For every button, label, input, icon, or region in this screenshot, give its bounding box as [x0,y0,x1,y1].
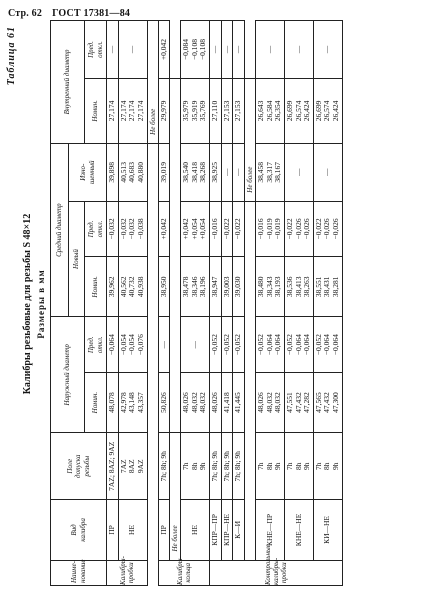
cell-type: КИ—НЕ [313,500,342,560]
note-no-more-2: Не более [244,78,255,201]
cell-id-dev: — [313,21,342,79]
cell-od-nom: 48,026 48,032 48,032 [181,373,210,433]
cell-md-worn: 38,925 [210,143,222,201]
cell-id-dev: −0,084 −0,108 −0,108 [181,21,210,79]
cell-od-dev: −0,064 [107,317,119,373]
cell-md-dev: +0,042 [158,201,170,257]
col-middle-diameter: Средний диаметр [51,143,69,317]
cell-md-nom: 38,480 38,343 38,193 [256,257,285,317]
cell-id-nom: 27,153 [221,78,233,143]
cell-field: 7h; 8h; 9h [221,433,233,500]
cell-od-nom: 48,026 [210,373,222,433]
col-inner-diameter: Внутренний диаметр [51,21,85,144]
cell-md-dev: −0,016 −0,019 −0,019 [256,201,285,257]
cell-md-nom: 39,003 [221,257,233,317]
cell-md-nom: 38,478 38,346 38,196 [181,257,210,317]
col-outer-diameter: Наружный диаметр [51,317,85,433]
cell-md-nom: 38,947 [210,257,222,317]
group-ring-gauges: Калибры- кольца [158,560,210,585]
cell-id-nom: 26,643 26,584 26,354 [256,78,285,143]
note-no-more: Не более [147,21,158,144]
cell-type: КПР—НЕ [221,500,233,560]
col-tolerance-field: Поле допуска резьбы [51,433,107,500]
cell-od-dev: −0,054 −0,054 −0,076 [118,317,147,373]
cell-id-dev: — [118,21,147,79]
cell-md-worn: 39,898 [107,143,119,201]
col-gauge-type: Вид калибра [51,500,107,560]
cell-id-nom: 27,174 27,174 27,174 [118,78,147,143]
cell-type: НЕ [118,500,147,560]
col-md-nom: Номин. [85,257,107,317]
cell-md-nom: 39,962 [107,257,119,317]
cell-md-worn: 39,019 [158,143,170,201]
cell-od-dev: — [181,317,210,373]
cell-od-nom: 41,445 [233,373,245,433]
cell-field: 7h 8h 9h [181,433,210,500]
cell-id-dev: — [107,21,119,79]
cell-md-dev: −0,032 [107,201,119,257]
cell-md-dev: −0,022 −0,026 −0,026 [284,201,313,257]
cell-field: 7h; 8h; 9h [233,433,245,500]
cell-od-dev: −0,052 −0,064 −0,064 [284,317,313,373]
cell-md-nom: 38,950 [158,257,170,317]
col-od-dev: Пред. откл. [85,317,107,373]
cell-md-nom: 40,562 40,732 40,938 [118,257,147,317]
col-id-dev: Пред. откл. [85,21,107,79]
cell-md-nom: 38,536 38,413 38,263 [284,257,313,317]
cell-od-dev: −0,052 −0,064 −0,064 [256,317,285,373]
cell-type: К—И [233,500,245,560]
cell-md-dev: −0,022 [221,201,233,257]
gauge-table [50,20,343,586]
cell-od-nom: 48,078 [107,373,119,433]
col-worn: Изно- шенный [69,143,107,201]
cell-id-dev: — [284,21,313,79]
cell-od-nom: 47,565 47,432 47,300 [313,373,342,433]
cell-id-dev: — [233,21,245,79]
cell-type: ПР [107,500,119,560]
cell-id-nom: 35,979 35,919 35,769 [181,78,210,143]
cell-id-dev: — [210,21,222,79]
cell-od-nom: 41,418 [221,373,233,433]
cell-md-dev: +0,042 +0,054 +0,054 [181,201,210,257]
cell-md-worn: — [221,143,233,201]
table-subtitle: Размеры в мм [36,269,46,339]
cell-field: 7h; 8h; 9h [210,433,222,500]
cell-id-dev: +0,042 [158,21,170,79]
col-id-nom: Номин. [85,78,107,143]
cell-md-worn: — [313,143,342,201]
standard-code: ГОСТ 17381—84 [52,8,131,19]
cell-od-dev: −0,052 −0,064 −0,064 [313,317,342,373]
cell-field: 7h; 8h; 9h [158,433,170,500]
cell-type: КПР—ПР [210,500,222,560]
cell-md-worn: — [233,143,245,201]
cell-md-dev: −0,016 [210,201,222,257]
cell-type: НЕ [181,500,210,560]
cell-field: 7h 8h 9h [256,433,285,500]
cell-id-nom: 27,110 [210,78,222,143]
cell-type: КНЕ—ПР [256,500,285,560]
cell-md-nom: 38,551 38,431 38,281 [313,257,342,317]
cell-field: 7AZ 8AZ 9AZ [118,433,147,500]
cell-od-nom: 47,551 47,432 47,282 [284,373,313,433]
cell-od-dev: — [158,317,170,373]
cell-od-nom: 50,826 [158,373,170,433]
cell-md-dev: −0,022 [233,201,245,257]
group-control-gauges: Контрольные калибры-пробки [210,560,343,585]
cell-id-dev: — [221,21,233,79]
cell-md-nom: 39,030 [233,257,245,317]
table-label: Таблица 61 [6,26,17,86]
cell-md-dev: −0,032 −0,032 −0,038 [118,201,147,257]
cell-type: КНЕ—НЕ [284,500,313,560]
cell-field: 7AZ; 8AZ; 9AZ [107,433,119,500]
group-plug-gauges: Калибры- пробки [107,560,148,585]
cell-od-nom: 48,026 48,032 48,032 [256,373,285,433]
cell-type: ПР [158,500,170,560]
col-md-dev: Пред. откл. [85,201,107,257]
cell-md-dev: −0,022 −0,026 −0,026 [313,201,342,257]
cell-md-worn: — [284,143,313,201]
col-od-nom: Номин. [85,373,107,433]
cell-id-nom: 27,174 [107,78,119,143]
table-title: Калибры резьбовые для резьбы S 48×12 [22,213,33,395]
cell-od-dev: −0,052 [221,317,233,373]
cell-od-dev: −0,052 [233,317,245,373]
cell-md-worn: 40,513 40,683 40,880 [118,143,147,201]
cell-md-worn: 38,458 38,317 38,167 [256,143,285,201]
cell-od-dev: −0,052 [210,317,222,373]
cell-od-nom: 42,978 43,148 43,357 [118,373,147,433]
note-no-less: Не более [170,433,181,560]
page-number: Стр. 62 [8,8,43,19]
cell-id-nom: 26,699 26,574 26,424 [313,78,342,143]
col-name: Наиме- нование [51,560,107,585]
col-new: Новый [69,201,85,317]
cell-id-nom: 27,153 [233,78,245,143]
cell-field: 7h 8h 9h [284,433,313,500]
cell-id-dev: — [256,21,285,79]
cell-id-nom: 29,979 [158,78,170,143]
cell-field: 7h 8h 9h [313,433,342,500]
cell-md-worn: 38,540 38,418 38,268 [181,143,210,201]
cell-id-nom: 26,699 26,574 26,424 [284,78,313,143]
